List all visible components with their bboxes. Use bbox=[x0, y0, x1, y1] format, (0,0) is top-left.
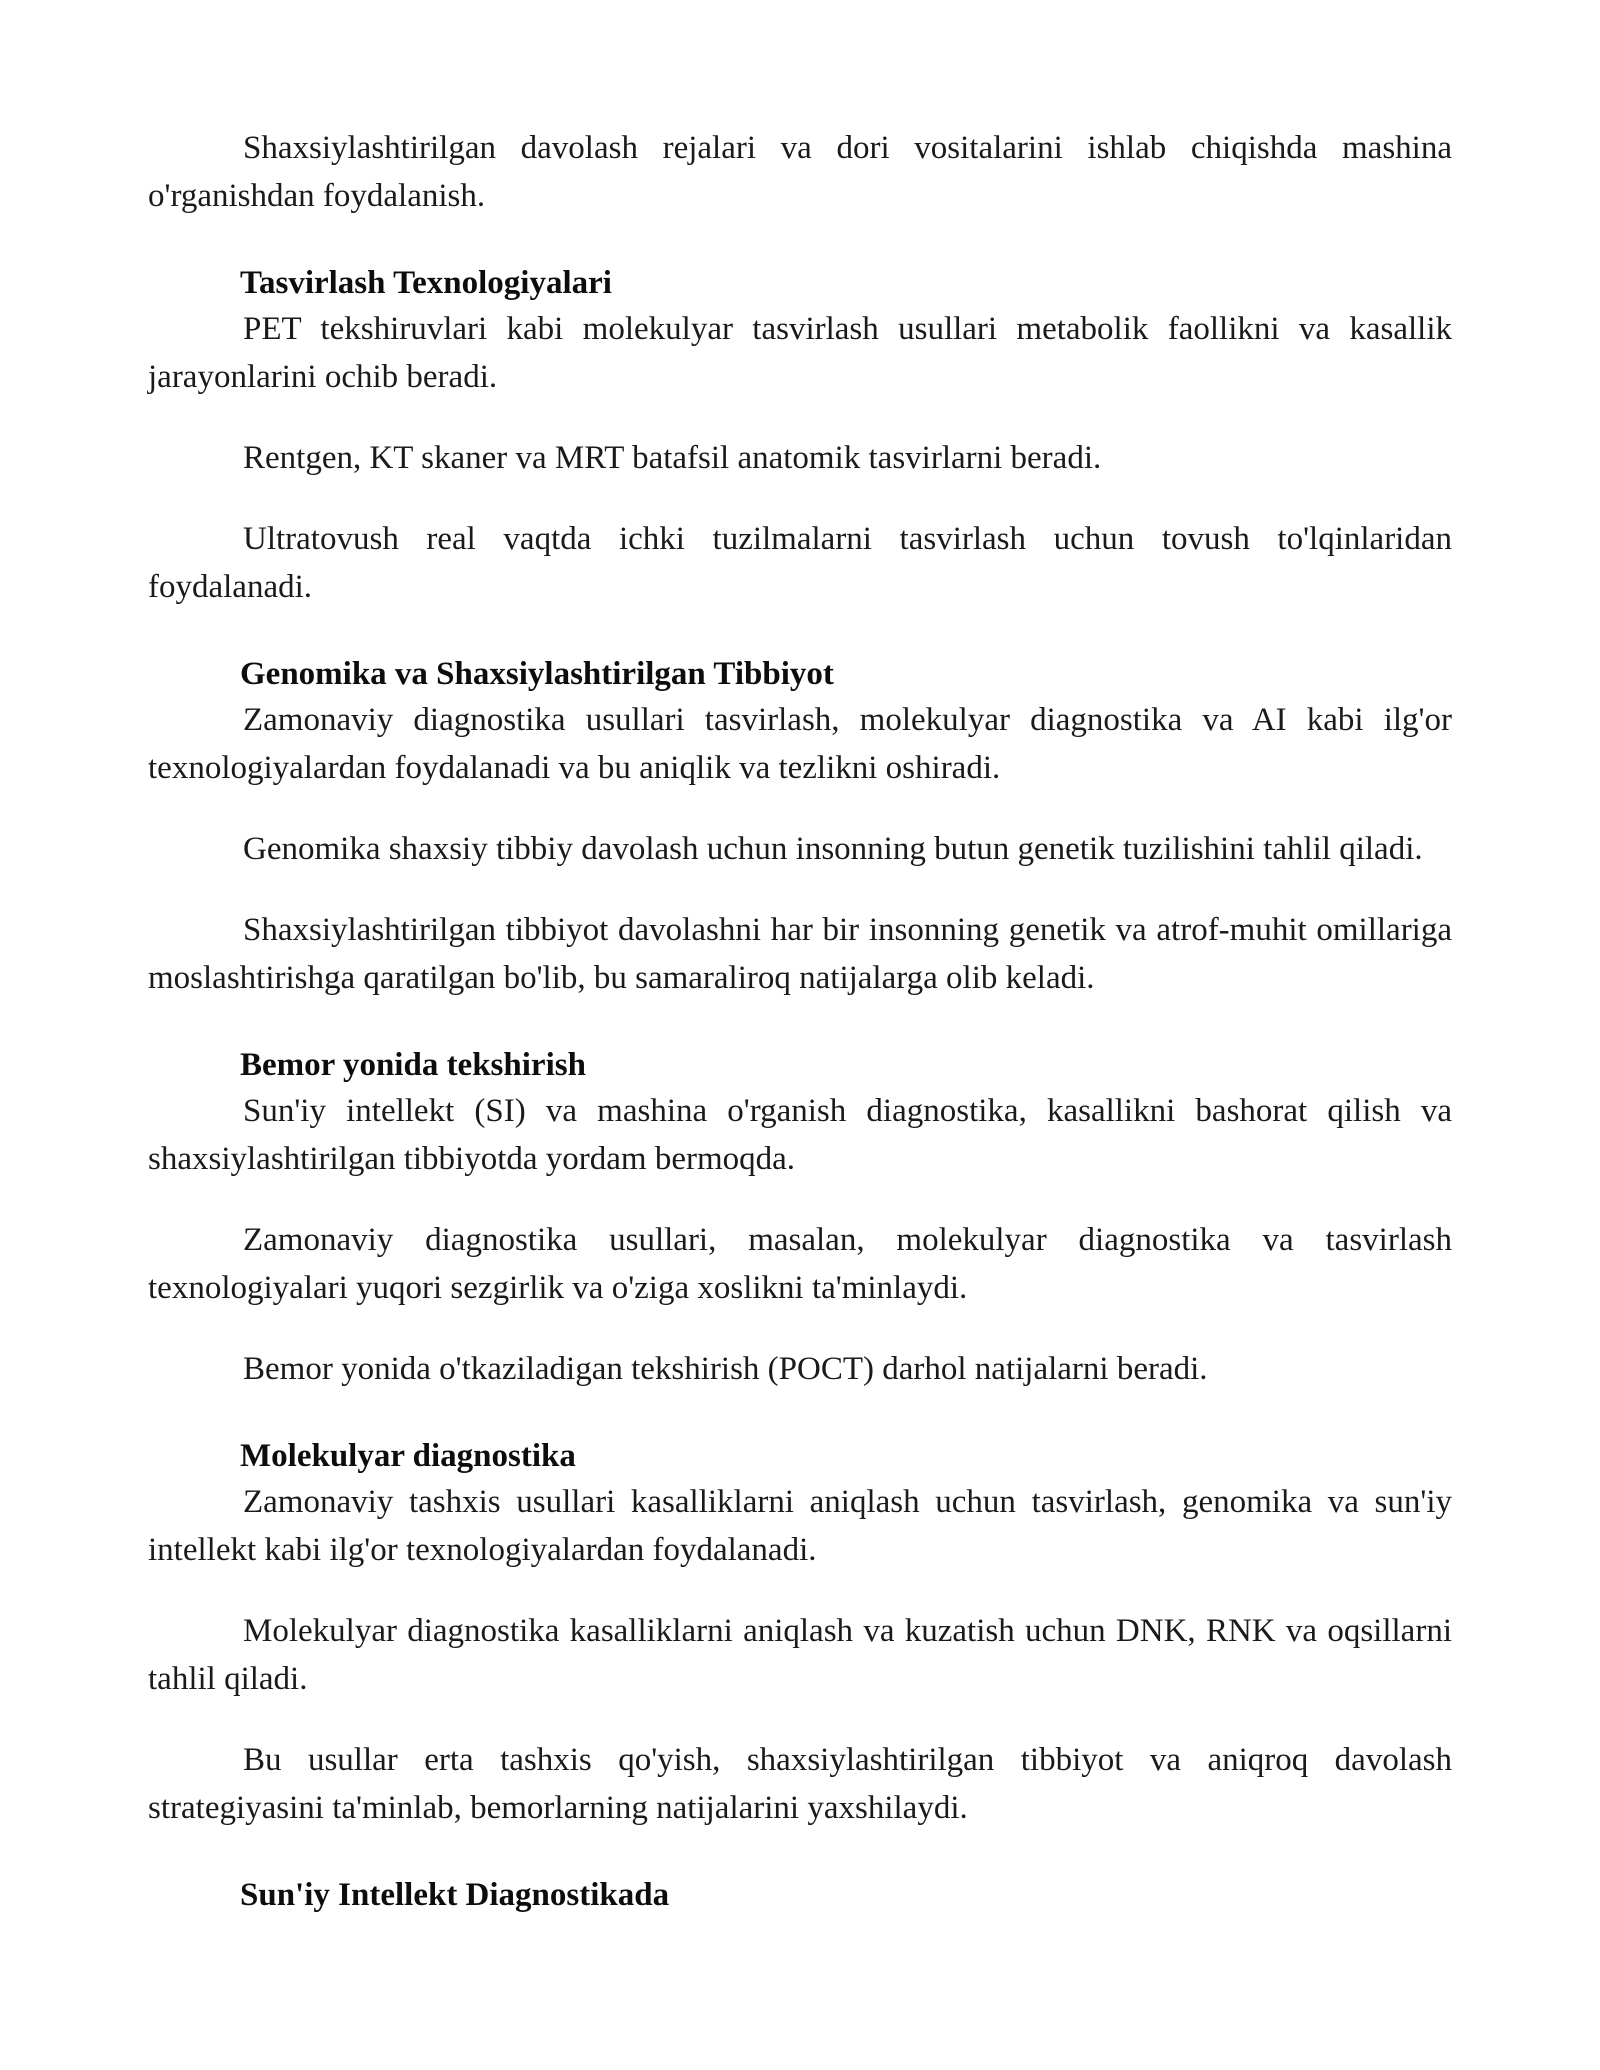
section-paragraph: PET tekshiruvlari kabi molekulyar tasvirlash usullari metabolik faollikni va kasallik jarayonlarini ochib beradi. bbox=[148, 311, 1452, 395]
intro-paragraph: Shaxsiylashtirilgan davolash rejalari va dori vositalarini ishlab chiqishda mashina o'rganishdan foydalanish. bbox=[148, 130, 1452, 214]
section-imaging-technologies bbox=[148, 261, 1452, 611]
section-paragraph: Ultratovush real vaqtda ichki tuzilmalarni tasvirlash uchun tovush to'lqinlaridan foydalanadi. bbox=[148, 521, 1452, 605]
section-point-of-care bbox=[148, 1043, 1452, 1393]
section-paragraph: Zamonaviy tashxis usullari kasalliklarni aniqlash uchun tasvirlash, genomika va sun'iy intellekt kabi ilg'or texnologiyalardan foydalanadi. bbox=[148, 1484, 1452, 1568]
section-molecular-diagnostics bbox=[148, 1434, 1452, 1832]
section-paragraph: Genomika shaxsiy tibbiy davolash uchun insonning butun genetik tuzilishini tahlil qiladi. bbox=[243, 831, 1423, 867]
section-heading: Bemor yonida tekshirish bbox=[240, 1047, 586, 1083]
section-paragraph: Rentgen, KT skaner va MRT batafsil anatomik tasvirlarni beradi. bbox=[243, 440, 1102, 476]
section-heading: Genomika va Shaxsiylashtirilgan Tibbiyot bbox=[240, 656, 834, 692]
section-paragraph: Sun'iy intellekt (SI) va mashina o'rganish diagnostika, kasallikni bashorat qilish va shaxsiylashtirilgan tibbiyotda yordam bermoqda. bbox=[148, 1093, 1452, 1177]
section-ai-diagnostics bbox=[148, 1873, 1452, 1917]
section-paragraph: Zamonaviy diagnostika usullari, masalan, molekulyar diagnostika va tasvirlash texnologiyalari yuqori sezgirlik va o'ziga xoslikni ta'minlaydi. bbox=[148, 1222, 1452, 1306]
section-heading: Tasvirlash Texnologiyalari bbox=[240, 265, 612, 301]
section-paragraph: Shaxsiylashtirilgan tibbiyot davolashni har bir insonning genetik va atrof-muhit omillariga moslashtirishga qaratilgan bo'lib, bu samaraliroq natijalarga olib keladi. bbox=[148, 912, 1452, 996]
section-genomics bbox=[148, 652, 1452, 1002]
section-heading: Molekulyar diagnostika bbox=[240, 1438, 576, 1474]
section-paragraph: Bu usullar erta tashxis qo'yish, shaxsiylashtirilgan tibbiyot va aniqroq davolash strategiyasini ta'minlab, bemorlarning natijalarini yaxshilaydi. bbox=[148, 1742, 1452, 1826]
section-heading: Sun'iy Intellekt Diagnostikada bbox=[240, 1877, 670, 1913]
section-paragraph: Bemor yonida o'tkaziladigan tekshirish (POCT) darhol natijalarni beradi. bbox=[243, 1351, 1208, 1387]
section-paragraph: Zamonaviy diagnostika usullari tasvirlash, molekulyar diagnostika va AI kabi ilg'or texnologiyalardan foydalanadi va bu aniqlik va tezlikni oshiradi. bbox=[148, 702, 1452, 786]
section-paragraph: Molekulyar diagnostika kasalliklarni aniqlash va kuzatish uchun DNK, RNK va oqsillarni tahlil qiladi. bbox=[148, 1613, 1452, 1697]
document-page bbox=[148, 124, 1452, 1917]
